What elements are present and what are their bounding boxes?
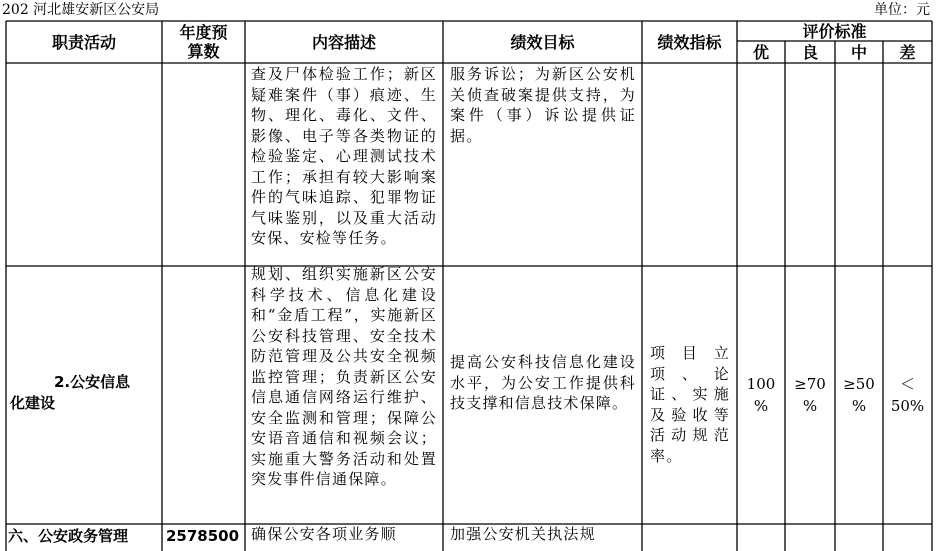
col-header-activity <box>6 21 162 63</box>
col-header-budget <box>162 21 245 63</box>
col-header-content <box>245 21 443 63</box>
row2-good: ≥70 % <box>794 375 826 415</box>
row2-indicator: 项目立项、论证、实施及验收等活动规范率。 <box>650 344 730 465</box>
col-header-activity-label: 职责活动 <box>51 32 116 52</box>
row1-content: 查及尸体检验工作；新区疑难案件（事）痕迹、生物、理化、毒化、文件、影像、电子等各类物证的检验鉴定、心理测试技术工作；承担有较大影响案件的气味追踪、犯罪物证气味鉴别，以及重大活动安保、安检等任务。 <box>251 65 437 247</box>
row3-content: 确保公安各项业务顺 <box>251 525 397 543</box>
row1-goal: 服务诉讼；为新区公安机关侦查破案提供支持，为案件（事）诉讼提供证据。 <box>450 65 636 145</box>
row2-poor: ＜ 50% <box>890 375 925 415</box>
row2-activity-line1: 2.公安信息 <box>54 373 131 391</box>
col-header-content-label: 内容描述 <box>311 32 376 52</box>
col-header-criteria <box>737 21 932 41</box>
row2-content: 规划、组织实施新区公安科学技术、信息化建设和“金盾工程”，实施新区公安科技管理、安全技术防范管理及公共安全视频监控管理；负责新区公安信息通信网络运行维护、安全监测和管理；保障公安语音通信和视频会议；实施重大警务活动和处置突发事件信通保障。 <box>251 265 437 488</box>
row2-activity <box>10 372 160 416</box>
col-header-budget-line1: 年度预 <box>179 23 228 42</box>
col-header-medium: 中 <box>850 42 867 62</box>
org-name: 202 河北雄安新区公安局 <box>2 2 160 18</box>
col-header-indicator-label: 绩效指标 <box>657 32 722 52</box>
col-header-poor: 差 <box>899 42 916 62</box>
row3-budget: 2578500 <box>166 527 240 545</box>
row3-goal: 加强公安机关执法规 <box>450 525 596 543</box>
col-header-goal <box>443 21 642 63</box>
unit-label: 单位：元 <box>874 2 930 18</box>
row3-activity: 六、公安政务管理 <box>8 527 129 545</box>
row2-excellent: 100 % <box>746 375 776 415</box>
row2-goal: 提高公安科技信息化建设水平，为公安工作提供科技支撑和信息技术保障。 <box>450 353 636 412</box>
col-header-criteria-label: 评价标准 <box>802 21 867 41</box>
col-header-good: 良 <box>801 42 818 62</box>
col-header-excellent: 优 <box>752 42 769 62</box>
col-header-indicator <box>642 21 737 63</box>
col-header-goal-label: 绩效目标 <box>510 32 575 52</box>
row2-activity-line2: 化建设 <box>10 394 56 412</box>
col-header-budget-line2: 算数 <box>187 42 220 61</box>
row2-medium: ≥50 % <box>843 375 875 415</box>
